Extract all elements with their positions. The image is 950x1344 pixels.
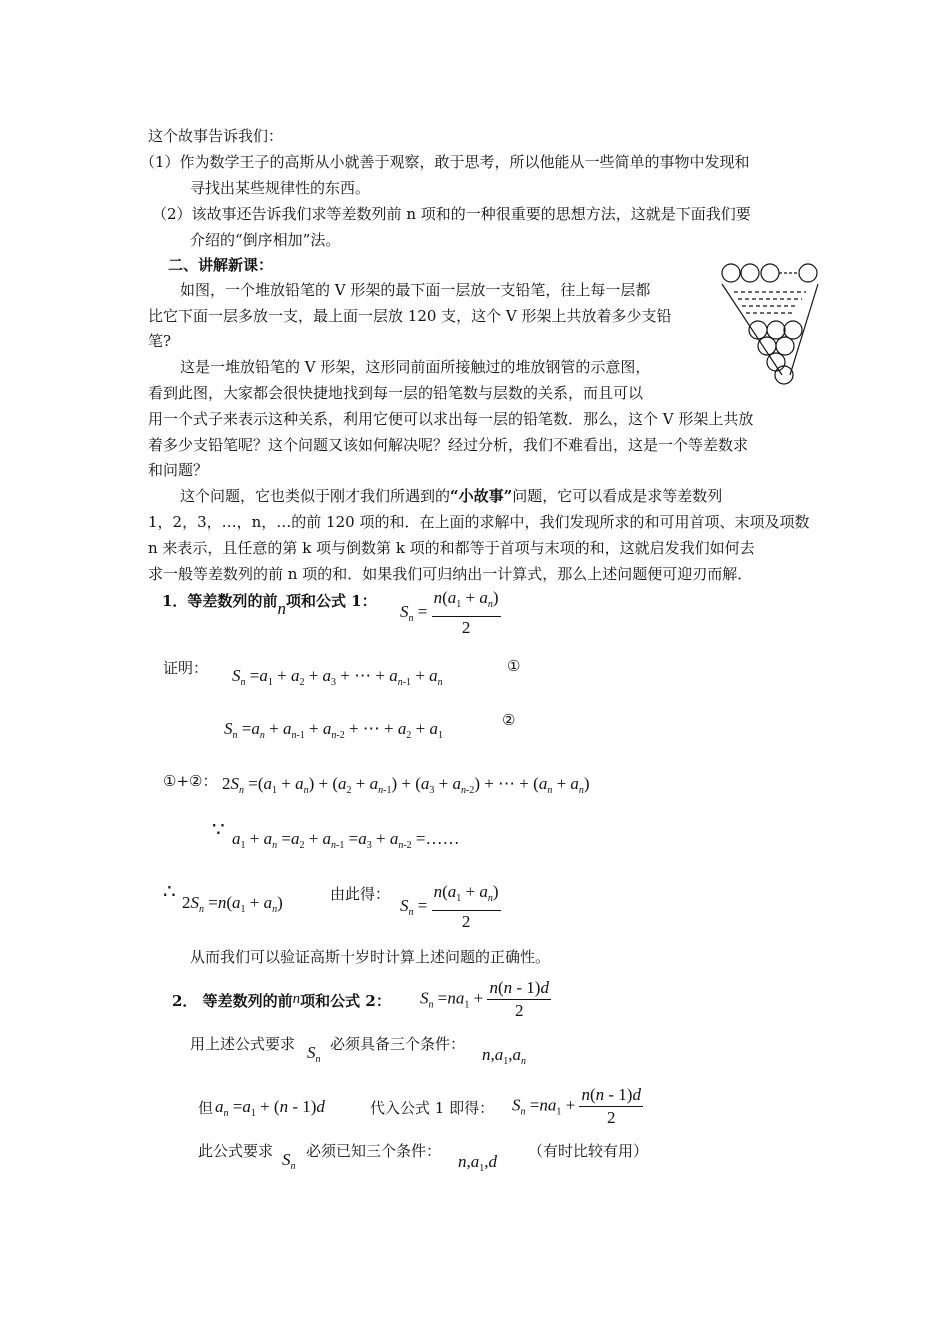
para3-line3: n 来表示，且任意的第 k 项与倒数第 k 项的和都等于首项与末项的和，这就启发我们如何去	[148, 539, 755, 557]
para3-line1	[180, 485, 722, 507]
para2-line1: 这是一堆放铅笔的 V 形架，这形同前面所接触过的堆放钢管的示意图，	[180, 358, 651, 376]
v-rack-pencil-figure	[720, 262, 820, 387]
general-term-equation: $a_n =a_1 + (n - 1)d$	[215, 1097, 325, 1119]
formula1-heading	[162, 590, 377, 618]
para3-line4: 求一般等差数列的前 n 项的和．如果我们可归纳出一计算式，那么上述问题便可迎刃而解．	[148, 565, 753, 583]
formula2-heading-text: 2． 等差数列的前	[172, 992, 293, 1010]
intro-point-1-line-2: 寻找出某些规律性的东西。	[190, 179, 371, 197]
requirement-2-sn: $S_n$	[282, 1150, 296, 1172]
proof-sum-equation: $2S_n =(a_1 + a_n) + (a_2 + a_{n-1}) + (a_3 + a_{n-2})$ + ⋯ + $(a_n + a_n)$	[222, 774, 590, 796]
intro-point-2-line-2: 介绍的“倒序相加”法。	[190, 231, 341, 249]
para3-line1-start: 这个问题，它也类似于刚才我们所遇到的	[180, 487, 451, 505]
intro-point-1-line-1: （1）作为数学王子的高斯从小就善于观察，敢于思考，所以他能从一些简单的事物中发现和	[140, 153, 750, 171]
requirement-1-conditions: $n,a_1,a_n$	[482, 1045, 526, 1067]
para1-line2: 比它下面一层多放一支，最上面一层放 120 支，这个 V 形架上共放着多少支铅	[148, 307, 672, 325]
formula1-heading-n: n	[277, 599, 286, 618]
because-symbol: ∵	[212, 817, 225, 841]
substituted-formula: $S_n =na_1$ + $\frac{n(n - 1)d}{2}$	[512, 1085, 641, 1127]
formula2-heading-label: 项和公式 2：	[300, 992, 391, 1010]
para3-story-emphasis: “小故事”	[450, 487, 513, 505]
proof-equation-1: $S_n =a_1 + a_2 + a_3$ + ⋯ + $a_{n-1} + a_n$	[232, 666, 443, 688]
formula1-expression: $S_n$ = $\frac{n(a_1 + a_n)}{2}$	[400, 588, 499, 637]
para1-line3: 笔?	[148, 332, 172, 350]
para3-line1-end: 问题，它可以看成是求等差数列	[512, 487, 723, 505]
requirement-2-text: 此公式要求	[198, 1142, 274, 1160]
equation-mark-1: ①	[507, 657, 521, 675]
conclusion-text: 从而我们可以验证高斯十岁时计算上述问题的正确性。	[190, 948, 551, 966]
sum-label: ①+②：	[163, 772, 218, 790]
para3-line2: 1，2，3，…，n，…的前 120 项的和．在上面的求解中，我们发现所求的和可用首项、末项及项数	[148, 513, 810, 531]
para1-line1: 如图，一个堆放铅笔的 V 形架的最下面一层放一支铅笔，往上每一层都	[180, 281, 651, 299]
requirement-2-conditions: $n,a_1,d$	[458, 1152, 497, 1174]
requirement-1-conditions-label: 必须具备三个条件：	[330, 1035, 466, 1053]
proof-label: 证明：	[163, 659, 209, 677]
substitute-label: 代入公式 1 即得：	[370, 1099, 495, 1117]
requirement-2-note: （有时比较有用）	[528, 1142, 649, 1160]
proof-equation-2: $S_n =a_n + a_{n-1} + a_{n-2}$ + ⋯ + $a_2 + a_1$	[224, 719, 443, 741]
formula1-heading-text: 1．等差数列的前	[162, 592, 278, 610]
but-label: 但	[198, 1099, 214, 1117]
para2-line4: 着多少支铅笔呢？这个问题又该如何解决呢？经过分析，我们不难看出，这是一个等差数求	[148, 436, 749, 454]
requirement-1-sn: $S_n$	[307, 1043, 321, 1065]
equation-mark-2: ②	[502, 711, 516, 729]
section-heading: 二、讲解新课：	[168, 256, 274, 274]
para2-line2: 看到此图，大家都会很快捷地找到每一层的铅笔数与层数的关系，而且可以	[148, 384, 644, 402]
formula2-expression: $S_n =na_1$ + $\frac{n(n - 1)d}{2}$	[420, 978, 549, 1020]
intro-lead: 这个故事告诉我们：	[148, 127, 284, 145]
formula2-heading	[172, 990, 391, 1013]
therefore-symbol: ∴	[163, 879, 176, 903]
because-equation: $a_1 + a_n =a_2 + a_{n-1} =a_3 + a_{n-2}$ =……	[232, 829, 460, 851]
intro-point-2-line-1: （2）该故事还告诉我们求等差数列前 n 项和的一种很重要的思想方法，这就是下面我们要	[152, 205, 751, 223]
result-formula: $S_n$ = $\frac{n(a_1 + a_n)}{2}$	[400, 882, 499, 931]
requirement-1-text: 用上述公式要求	[190, 1035, 296, 1053]
para2-line3: 用一个式子来表示这种关系，利用它便可以求出每一层的铅笔数．那么，这个 V 形架上共放	[148, 410, 754, 428]
formula1-heading-label: 项和公式 1：	[285, 592, 377, 610]
formula2-heading-n: n	[292, 991, 301, 1007]
hence-label: 由此得：	[330, 885, 391, 903]
para2-line5: 和问题？	[148, 461, 209, 479]
therefore-equation: $2S_n =n(a_1 + a_n)$	[182, 893, 283, 915]
requirement-2-conditions-label: 必须已知三个条件：	[306, 1142, 442, 1160]
